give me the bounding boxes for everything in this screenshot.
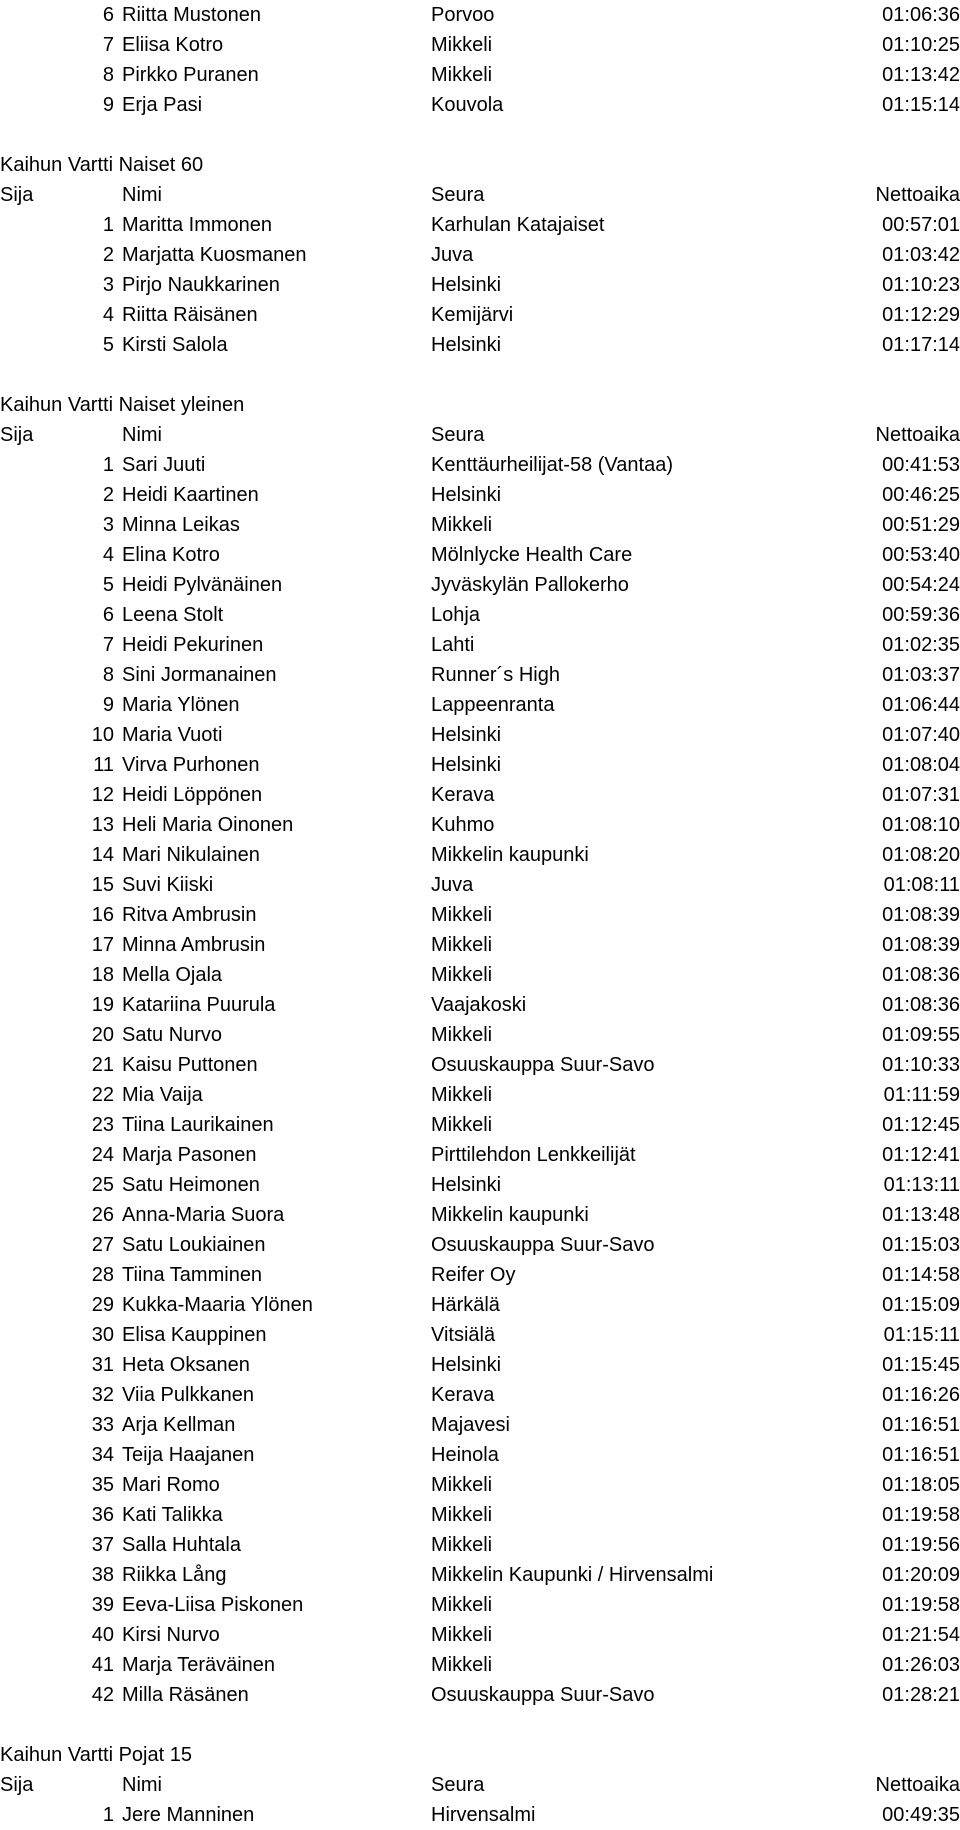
time-cell: 00:59:36 [882, 600, 960, 630]
result-row [0, 1080, 960, 1110]
rank-cell: 34 [0, 1440, 114, 1470]
name-cell: Satu Heimonen [122, 1170, 260, 1200]
time-cell: 01:02:35 [882, 630, 960, 660]
rank-cell: 9 [0, 690, 114, 720]
name-cell: Marja Pasonen [122, 1140, 257, 1170]
header-nettoaika: Nettoaika [876, 180, 960, 210]
club-cell: Mikkeli [431, 60, 492, 90]
name-cell: Tiina Tamminen [122, 1260, 262, 1290]
time-cell: 01:13:42 [882, 60, 960, 90]
header-seura: Seura [431, 1770, 484, 1800]
name-cell: Kaisu Puttonen [122, 1050, 258, 1080]
section-title: Kaihun Vartti Pojat 15 [0, 1740, 960, 1770]
rank-cell: 9 [0, 90, 114, 120]
rank-cell: 17 [0, 930, 114, 960]
time-cell: 01:26:03 [882, 1650, 960, 1680]
time-cell: 01:14:58 [882, 1260, 960, 1290]
club-cell: Helsinki [431, 330, 501, 360]
name-cell: Elina Kotro [122, 540, 220, 570]
club-cell: Hirvensalmi [431, 1800, 535, 1830]
name-cell: Satu Loukiainen [122, 1230, 265, 1260]
club-cell: Osuuskauppa Suur-Savo [431, 1230, 654, 1260]
name-cell: Riitta Mustonen [122, 0, 261, 30]
rank-cell: 27 [0, 1230, 114, 1260]
rank-cell: 12 [0, 780, 114, 810]
rank-cell: 31 [0, 1350, 114, 1380]
club-cell: Mikkeli [431, 510, 492, 540]
time-cell: 01:18:05 [882, 1470, 960, 1500]
rank-cell: 14 [0, 840, 114, 870]
header-sija: Sija [0, 180, 33, 210]
name-cell: Erja Pasi [122, 90, 202, 120]
result-row [0, 600, 960, 630]
time-cell: 01:19:56 [882, 1530, 960, 1560]
rank-cell: 5 [0, 570, 114, 600]
time-cell: 01:03:42 [882, 240, 960, 270]
name-cell: Mari Romo [122, 1470, 220, 1500]
rank-cell: 42 [0, 1680, 114, 1710]
header-nimi: Nimi [122, 1770, 162, 1800]
result-row [0, 0, 960, 30]
header-sija: Sija [0, 420, 33, 450]
rank-cell: 24 [0, 1140, 114, 1170]
result-row [0, 1290, 960, 1320]
name-cell: Minna Leikas [122, 510, 240, 540]
club-cell: Helsinki [431, 480, 501, 510]
club-cell: Porvoo [431, 0, 494, 30]
time-cell: 01:28:21 [882, 1680, 960, 1710]
name-cell: Marja Teräväinen [122, 1650, 275, 1680]
rank-cell: 39 [0, 1590, 114, 1620]
time-cell: 01:09:55 [882, 1020, 960, 1050]
time-cell: 00:41:53 [882, 450, 960, 480]
name-cell: Eliisa Kotro [122, 30, 223, 60]
name-cell: Maritta Immonen [122, 210, 272, 240]
result-row [0, 1380, 960, 1410]
club-cell: Mikkelin Kaupunki / Hirvensalmi [431, 1560, 713, 1590]
rank-cell: 1 [0, 450, 114, 480]
rank-cell: 6 [0, 0, 114, 30]
time-cell: 01:12:45 [882, 1110, 960, 1140]
header-nettoaika: Nettoaika [876, 1770, 960, 1800]
result-row [0, 570, 960, 600]
result-row [0, 1440, 960, 1470]
rank-cell: 1 [0, 1800, 114, 1830]
rank-cell: 8 [0, 660, 114, 690]
name-cell: Heta Oksanen [122, 1350, 250, 1380]
rank-cell: 11 [0, 750, 114, 780]
rank-cell: 6 [0, 600, 114, 630]
club-cell: Mikkeli [431, 1020, 492, 1050]
time-cell: 01:15:03 [882, 1230, 960, 1260]
result-row [0, 480, 960, 510]
result-row [0, 1020, 960, 1050]
time-cell: 00:51:29 [882, 510, 960, 540]
time-cell: 01:06:36 [882, 0, 960, 30]
club-cell: Mikkeli [431, 900, 492, 930]
section-title: Kaihun Vartti Naiset yleinen [0, 390, 960, 420]
rank-cell: 16 [0, 900, 114, 930]
result-row [0, 900, 960, 930]
time-cell: 01:19:58 [882, 1500, 960, 1530]
result-row [0, 1650, 960, 1680]
column-header-row [0, 180, 960, 210]
club-cell: Helsinki [431, 1170, 501, 1200]
club-cell: Lohja [431, 600, 480, 630]
rank-cell: 18 [0, 960, 114, 990]
results-section [0, 150, 960, 360]
result-row [0, 810, 960, 840]
name-cell: Kirsti Salola [122, 330, 228, 360]
rank-cell: 2 [0, 480, 114, 510]
name-cell: Sari Juuti [122, 450, 205, 480]
result-row [0, 1170, 960, 1200]
rank-cell: 23 [0, 1110, 114, 1140]
time-cell: 01:12:29 [882, 300, 960, 330]
rank-cell: 7 [0, 30, 114, 60]
result-row [0, 1530, 960, 1560]
header-sija: Sija [0, 1770, 33, 1800]
time-cell: 01:15:09 [882, 1290, 960, 1320]
club-cell: Helsinki [431, 1350, 501, 1380]
time-cell: 00:46:25 [882, 480, 960, 510]
club-cell: Juva [431, 870, 473, 900]
header-seura: Seura [431, 180, 484, 210]
time-cell: 01:08:04 [882, 750, 960, 780]
result-row [0, 870, 960, 900]
club-cell: Heinola [431, 1440, 499, 1470]
name-cell: Riitta Räisänen [122, 300, 258, 330]
name-cell: Milla Räsänen [122, 1680, 249, 1710]
result-row [0, 1560, 960, 1590]
time-cell: 01:08:39 [882, 930, 960, 960]
club-cell: Mikkeli [431, 1080, 492, 1110]
name-cell: Pirjo Naukkarinen [122, 270, 280, 300]
rank-cell: 3 [0, 270, 114, 300]
name-cell: Jere Manninen [122, 1800, 254, 1830]
rank-cell: 8 [0, 60, 114, 90]
result-row [0, 540, 960, 570]
rank-cell: 4 [0, 540, 114, 570]
time-cell: 01:08:39 [882, 900, 960, 930]
time-cell: 01:08:36 [882, 990, 960, 1020]
time-cell: 01:08:20 [882, 840, 960, 870]
header-nimi: Nimi [122, 180, 162, 210]
name-cell: Mia Vaija [122, 1080, 203, 1110]
club-cell: Pirttilehdon Lenkkeilijät [431, 1140, 636, 1170]
time-cell: 01:19:58 [882, 1590, 960, 1620]
name-cell: Anna-Maria Suora [122, 1200, 284, 1230]
name-cell: Heidi Kaartinen [122, 480, 259, 510]
time-cell: 01:16:26 [882, 1380, 960, 1410]
result-row [0, 780, 960, 810]
column-header-row [0, 420, 960, 450]
result-row [0, 510, 960, 540]
time-cell: 01:10:23 [882, 270, 960, 300]
club-cell: Mölnlycke Health Care [431, 540, 632, 570]
results-section [0, 390, 960, 1710]
rank-cell: 40 [0, 1620, 114, 1650]
result-row [0, 840, 960, 870]
club-cell: Lappeenranta [431, 690, 554, 720]
name-cell: Elisa Kauppinen [122, 1320, 267, 1350]
time-cell: 01:08:11 [884, 870, 960, 900]
rank-cell: 10 [0, 720, 114, 750]
time-cell: 01:20:09 [882, 1560, 960, 1590]
result-row [0, 630, 960, 660]
result-row [0, 60, 960, 90]
section-spacer [0, 1710, 960, 1740]
club-cell: Mikkeli [431, 930, 492, 960]
name-cell: Mari Nikulainen [122, 840, 260, 870]
time-cell: 01:21:54 [882, 1620, 960, 1650]
club-cell: Jyväskylän Pallokerho [431, 570, 629, 600]
club-cell: Mikkeli [431, 1530, 492, 1560]
result-row [0, 720, 960, 750]
time-cell: 01:13:48 [882, 1200, 960, 1230]
time-cell: 00:54:24 [882, 570, 960, 600]
header-nettoaika: Nettoaika [876, 420, 960, 450]
rank-cell: 2 [0, 240, 114, 270]
time-cell: 01:08:36 [882, 960, 960, 990]
club-cell: Juva [431, 240, 473, 270]
result-row [0, 1500, 960, 1530]
name-cell: Sini Jormanainen [122, 660, 277, 690]
time-cell: 00:49:35 [882, 1800, 960, 1830]
result-row [0, 210, 960, 240]
name-cell: Katariina Puurula [122, 990, 275, 1020]
rank-cell: 36 [0, 1500, 114, 1530]
result-row [0, 330, 960, 360]
result-row [0, 90, 960, 120]
rank-cell: 37 [0, 1530, 114, 1560]
result-row [0, 1110, 960, 1140]
club-cell: Runner´s High [431, 660, 560, 690]
name-cell: Mella Ojala [122, 960, 222, 990]
rank-cell: 33 [0, 1410, 114, 1440]
club-cell: Vitsiälä [431, 1320, 495, 1350]
name-cell: Heidi Pekurinen [122, 630, 263, 660]
name-cell: Heidi Pylvänäinen [122, 570, 282, 600]
rank-cell: 21 [0, 1050, 114, 1080]
result-row [0, 1140, 960, 1170]
club-cell: Mikkeli [431, 1590, 492, 1620]
result-row [0, 1200, 960, 1230]
time-cell: 01:16:51 [882, 1410, 960, 1440]
result-row [0, 1320, 960, 1350]
name-cell: Tiina Laurikainen [122, 1110, 274, 1140]
result-row [0, 450, 960, 480]
club-cell: Kuhmo [431, 810, 494, 840]
rank-cell: 4 [0, 300, 114, 330]
time-cell: 01:10:25 [882, 30, 960, 60]
result-row [0, 930, 960, 960]
result-row [0, 30, 960, 60]
club-cell: Helsinki [431, 750, 501, 780]
result-row [0, 1620, 960, 1650]
club-cell: Kemijärvi [431, 300, 513, 330]
name-cell: Viia Pulkkanen [122, 1380, 254, 1410]
time-cell: 01:07:40 [882, 720, 960, 750]
rank-cell: 30 [0, 1320, 114, 1350]
club-cell: Härkälä [431, 1290, 500, 1320]
rank-cell: 35 [0, 1470, 114, 1500]
club-cell: Mikkeli [431, 1470, 492, 1500]
section-spacer [0, 360, 960, 390]
name-cell: Kirsi Nurvo [122, 1620, 220, 1650]
name-cell: Satu Nurvo [122, 1020, 222, 1050]
name-cell: Suvi Kiiski [122, 870, 213, 900]
result-row [0, 1260, 960, 1290]
club-cell: Helsinki [431, 720, 501, 750]
club-cell: Helsinki [431, 270, 501, 300]
club-cell: Kerava [431, 780, 494, 810]
rank-cell: 5 [0, 330, 114, 360]
rank-cell: 38 [0, 1560, 114, 1590]
rank-cell: 25 [0, 1170, 114, 1200]
result-row [0, 990, 960, 1020]
name-cell: Arja Kellman [122, 1410, 235, 1440]
result-row [0, 960, 960, 990]
club-cell: Kouvola [431, 90, 503, 120]
result-row [0, 1680, 960, 1710]
time-cell: 01:16:51 [882, 1440, 960, 1470]
club-cell: Kerava [431, 1380, 494, 1410]
result-row [0, 750, 960, 780]
header-seura: Seura [431, 420, 484, 450]
time-cell: 01:06:44 [882, 690, 960, 720]
time-cell: 01:10:33 [882, 1050, 960, 1080]
rank-cell: 3 [0, 510, 114, 540]
name-cell: Maria Vuoti [122, 720, 222, 750]
time-cell: 01:15:14 [882, 90, 960, 120]
club-cell: Mikkeli [431, 30, 492, 60]
time-cell: 01:12:41 [882, 1140, 960, 1170]
result-row [0, 1230, 960, 1260]
name-cell: Kati Talikka [122, 1500, 223, 1530]
club-cell: Mikkelin kaupunki [431, 1200, 589, 1230]
result-row [0, 1410, 960, 1440]
section-title: Kaihun Vartti Naiset 60 [0, 150, 960, 180]
time-cell: 01:08:10 [882, 810, 960, 840]
name-cell: Maria Ylönen [122, 690, 239, 720]
club-cell: Vaajakoski [431, 990, 526, 1020]
rank-cell: 1 [0, 210, 114, 240]
name-cell: Heli Maria Oinonen [122, 810, 293, 840]
name-cell: Ritva Ambrusin [122, 900, 257, 930]
time-cell: 01:15:45 [882, 1350, 960, 1380]
time-cell: 01:13:11 [884, 1170, 960, 1200]
club-cell: Mikkeli [431, 960, 492, 990]
name-cell: Minna Ambrusin [122, 930, 265, 960]
result-row [0, 240, 960, 270]
club-cell: Kenttäurheilijat-58 (Vantaa) [431, 450, 673, 480]
result-row [0, 660, 960, 690]
club-cell: Mikkeli [431, 1500, 492, 1530]
name-cell: Marjatta Kuosmanen [122, 240, 307, 270]
club-cell: Osuuskauppa Suur-Savo [431, 1680, 654, 1710]
continued-results [0, 0, 960, 120]
time-cell: 01:11:59 [884, 1080, 960, 1110]
time-cell: 00:53:40 [882, 540, 960, 570]
rank-cell: 29 [0, 1290, 114, 1320]
club-cell: Karhulan Katajaiset [431, 210, 604, 240]
result-row [0, 1470, 960, 1500]
club-cell: Osuuskauppa Suur-Savo [431, 1050, 654, 1080]
time-cell: 01:15:11 [884, 1320, 960, 1350]
club-cell: Mikkeli [431, 1650, 492, 1680]
name-cell: Teija Haajanen [122, 1440, 254, 1470]
rank-cell: 32 [0, 1380, 114, 1410]
column-header-row [0, 1770, 960, 1800]
result-row [0, 1350, 960, 1380]
name-cell: Heidi Löppönen [122, 780, 262, 810]
rank-cell: 19 [0, 990, 114, 1020]
rank-cell: 28 [0, 1260, 114, 1290]
club-cell: Mikkeli [431, 1620, 492, 1650]
rank-cell: 22 [0, 1080, 114, 1110]
club-cell: Lahti [431, 630, 474, 660]
club-cell: Mikkeli [431, 1110, 492, 1140]
section-spacer [0, 120, 960, 150]
name-cell: Salla Huhtala [122, 1530, 241, 1560]
rank-cell: 20 [0, 1020, 114, 1050]
time-cell: 01:03:37 [882, 660, 960, 690]
result-row [0, 270, 960, 300]
rank-cell: 41 [0, 1650, 114, 1680]
rank-cell: 15 [0, 870, 114, 900]
time-cell: 00:57:01 [882, 210, 960, 240]
result-row [0, 1800, 960, 1830]
rank-cell: 13 [0, 810, 114, 840]
result-row [0, 690, 960, 720]
results-section [0, 1740, 960, 1830]
name-cell: Virva Purhonen [122, 750, 260, 780]
header-nimi: Nimi [122, 420, 162, 450]
time-cell: 01:07:31 [882, 780, 960, 810]
club-cell: Mikkelin kaupunki [431, 840, 589, 870]
name-cell: Pirkko Puranen [122, 60, 259, 90]
name-cell: Leena Stolt [122, 600, 223, 630]
name-cell: Riikka Lång [122, 1560, 227, 1590]
club-cell: Reifer Oy [431, 1260, 515, 1290]
club-cell: Majavesi [431, 1410, 510, 1440]
rank-cell: 7 [0, 630, 114, 660]
result-row [0, 1050, 960, 1080]
rank-cell: 26 [0, 1200, 114, 1230]
name-cell: Eeva-Liisa Piskonen [122, 1590, 303, 1620]
time-cell: 01:17:14 [882, 330, 960, 360]
result-row [0, 300, 960, 330]
name-cell: Kukka-Maaria Ylönen [122, 1290, 313, 1320]
result-row [0, 1590, 960, 1620]
